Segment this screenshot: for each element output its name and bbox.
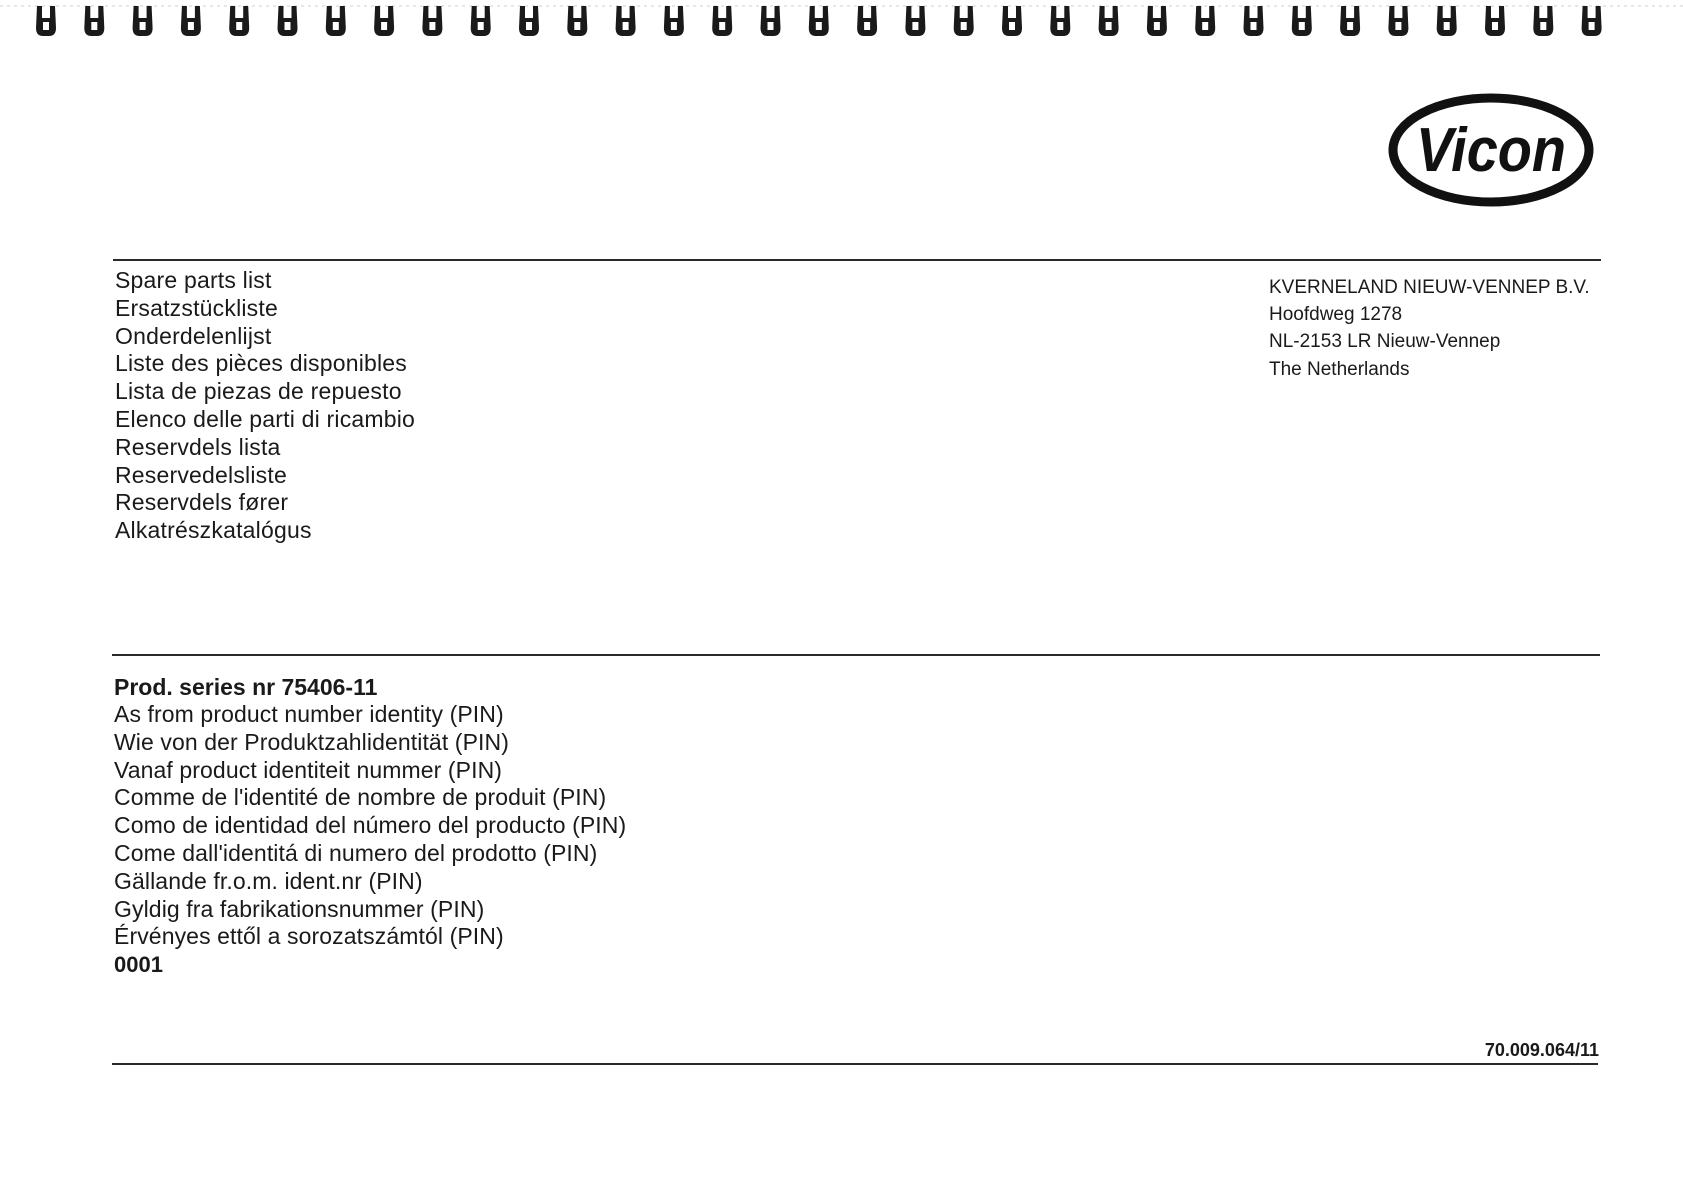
pin-text-es: Como de identidad del número del producto (PIN) (114, 812, 627, 839)
binding-ring (809, 6, 829, 36)
binding-ring (1147, 6, 1167, 36)
binding-hole (864, 22, 870, 30)
binding-ring (1533, 6, 1553, 36)
document-number: 70.009.064/11 (1484, 1040, 1599, 1060)
binding-ring (1485, 6, 1505, 36)
series-heading: Prod. series nr 75406-11 (114, 674, 378, 700)
binding-ring (712, 6, 732, 36)
pin-text-fr: Comme de l'identité de nombre de produit (PIN) (114, 784, 607, 811)
binding-hole (1154, 22, 1160, 30)
binding-hole (188, 22, 194, 30)
binding-hole (1395, 22, 1401, 30)
binding-ring (1388, 6, 1408, 36)
pin-text-it: Come dall'identitá di numero del prodotto (PIN) (114, 839, 598, 866)
binding-ring (1002, 6, 1022, 36)
binding-hole (333, 22, 339, 30)
binding-hole (236, 22, 242, 30)
binding-hole (91, 22, 97, 30)
binding-ring (1582, 6, 1602, 36)
binding-hole (429, 22, 435, 30)
binding-ring (181, 6, 201, 36)
pin-text-en: As from product number identity (PIN) (114, 701, 504, 727)
binding-ring (1244, 6, 1264, 36)
title-en: Spare parts list (115, 267, 272, 293)
binding-ring (1050, 6, 1070, 36)
binding-ring (471, 6, 491, 36)
binding-hole (1540, 22, 1546, 30)
binding-ring (133, 6, 153, 36)
company-address (1269, 274, 1590, 383)
binding-ring (1292, 6, 1312, 36)
binding-ring (374, 6, 394, 36)
binding-hole (1009, 22, 1015, 30)
pin-text-de: Wie von der Produktzahlidentität (PIN) (114, 728, 509, 755)
title-sv: Reservdels lista (115, 433, 281, 460)
binding-ring (761, 6, 781, 36)
pin-validity-list (114, 701, 626, 951)
bottom-divider (112, 1063, 1598, 1065)
binding-hole (43, 22, 49, 30)
series-start-number: 0001 (114, 952, 163, 978)
company-name: KVERNELAND NIEUW-VENNEP B.V. (1269, 277, 1590, 298)
binding-ring (1195, 6, 1215, 36)
binding-ring (664, 6, 684, 36)
binding-hole (1492, 22, 1498, 30)
binding-ring (326, 6, 346, 36)
binding-ring (84, 6, 104, 36)
binding-ring (567, 6, 587, 36)
binding-hole (1251, 22, 1257, 30)
binding-ring (278, 6, 298, 36)
title-es: Lista de piezas de repuesto (115, 378, 402, 405)
binding-ring (229, 6, 249, 36)
binding-hole (768, 22, 774, 30)
binding-hole (381, 22, 387, 30)
binding-hole (574, 22, 580, 30)
title-hu: Alkatrészkatalógus (115, 517, 312, 544)
binding-hole (1589, 22, 1595, 30)
pin-text-hu: Érvényes ettől a sorozatszámtól (PIN) (114, 923, 504, 950)
binding-ring (857, 6, 877, 36)
binding-hole (1057, 22, 1063, 30)
binding-hole (1106, 22, 1112, 30)
binding-hole (1444, 22, 1450, 30)
top-divider (113, 259, 1601, 261)
binding-hole (1347, 22, 1353, 30)
binding-ring (36, 6, 56, 36)
document-title-list (115, 267, 415, 545)
title-da: Reservedelsliste (115, 461, 287, 488)
binding-ring (1340, 6, 1360, 36)
binding-ring (422, 6, 442, 36)
binding-ring (1099, 6, 1119, 36)
pin-text-sv: Gällande fr.o.m. ident.nr (PIN) (114, 867, 423, 894)
binding-hole (285, 22, 291, 30)
pin-text-nl: Vanaf product identiteit nummer (PIN) (114, 756, 503, 783)
vicon-logo (1388, 92, 1594, 208)
binding-ring (616, 6, 636, 36)
binding-hole (140, 22, 146, 30)
binding-ring (519, 6, 539, 36)
binding-hole (478, 22, 484, 30)
binding-ring (1437, 6, 1457, 36)
title-de: Ersatzstückliste (115, 294, 278, 321)
binding-hole (623, 22, 629, 30)
binding-hole (961, 22, 967, 30)
pin-text-da: Gyldig fra fabrikationsnummer (PIN) (114, 895, 485, 922)
binding-hole (526, 22, 532, 30)
binding-hole (1299, 22, 1305, 30)
logo-text: Vicon (1416, 116, 1566, 185)
address-country: The Netherlands (1269, 358, 1410, 380)
binding-hole (719, 22, 725, 30)
address-city: NL-2153 LR Nieuw-Vennep (1269, 331, 1501, 353)
title-nl: Onderdelenlijst (115, 322, 272, 349)
spiral-binding (0, 0, 1683, 44)
binding-hole (1202, 22, 1208, 30)
title-it: Elenco delle parti di ricambio (115, 405, 416, 432)
middle-divider (112, 654, 1600, 656)
address-street: Hoofdweg 1278 (1269, 304, 1403, 326)
binding-ring (905, 6, 925, 36)
title-fr: Liste des pièces disponibles (115, 350, 407, 377)
binding-ring (954, 6, 974, 36)
product-series-block (114, 673, 626, 979)
title-no: Reservdels fører (115, 489, 289, 516)
binding-hole (816, 22, 822, 30)
binding-hole (912, 22, 918, 30)
binding-hole (671, 22, 677, 30)
